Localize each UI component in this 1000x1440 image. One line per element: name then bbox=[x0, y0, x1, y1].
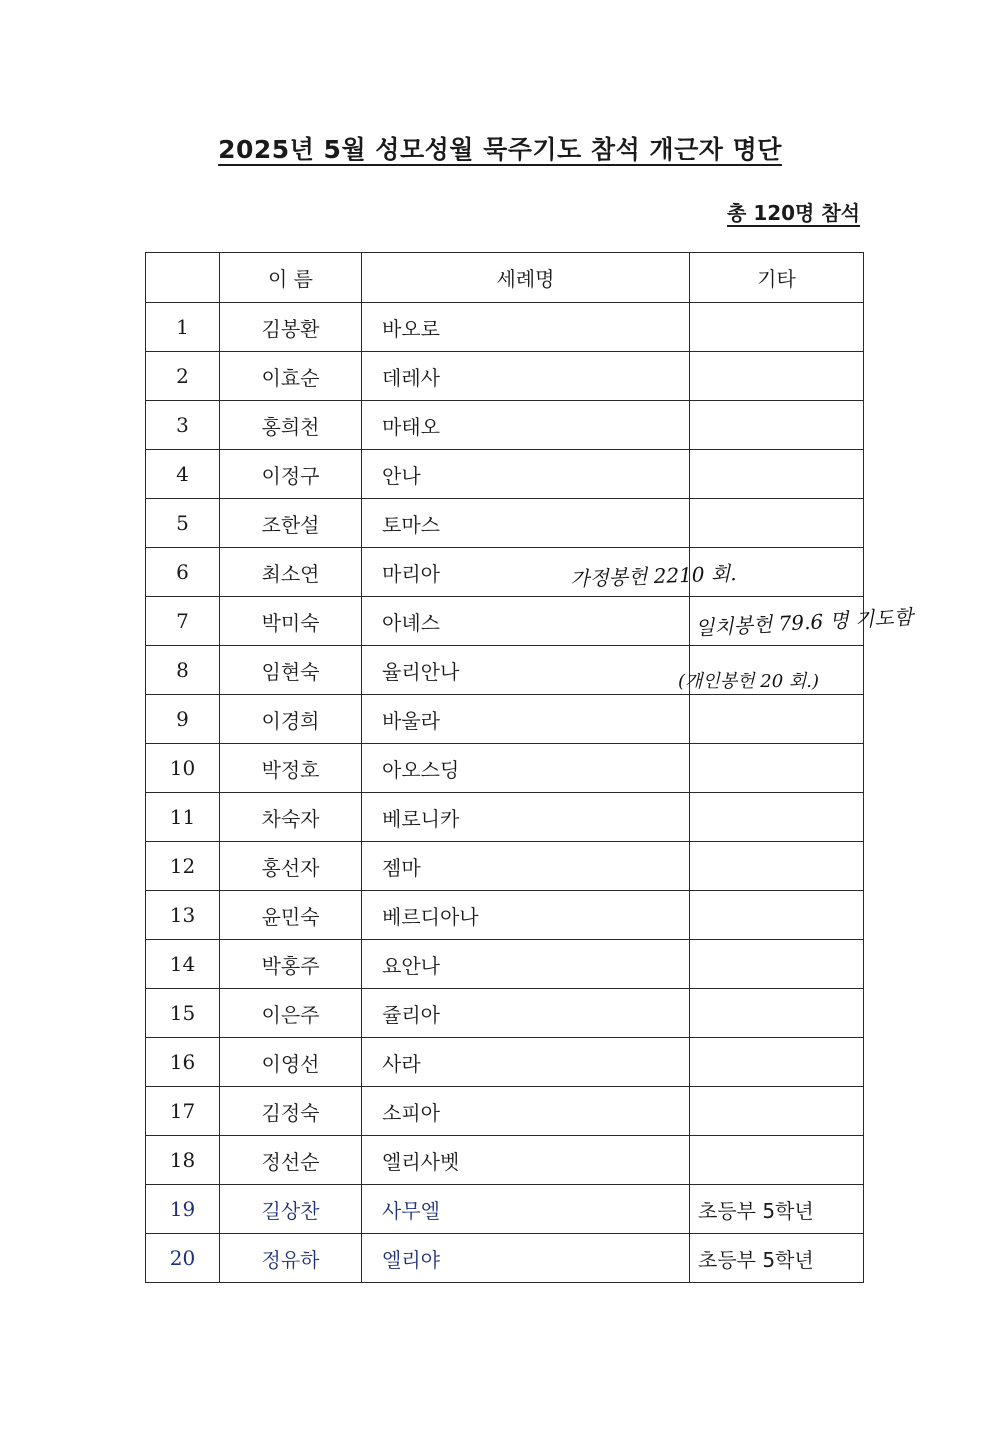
table-body bbox=[146, 303, 864, 1283]
row-name: 김봉환 bbox=[220, 303, 362, 352]
row-baptismal-name: 아녜스 bbox=[362, 597, 690, 646]
row-number: 3 bbox=[146, 401, 220, 450]
row-baptismal-name: 소피아 bbox=[362, 1087, 690, 1136]
table-header-row bbox=[146, 253, 864, 303]
row-number: 7 bbox=[146, 597, 220, 646]
row-baptismal-name: 쥴리아 bbox=[362, 989, 690, 1038]
row-note bbox=[690, 352, 864, 401]
row-name: 홍선자 bbox=[220, 842, 362, 891]
row-number: 10 bbox=[146, 744, 220, 793]
table-row bbox=[146, 842, 864, 891]
table-row bbox=[146, 352, 864, 401]
row-number: 6 bbox=[146, 548, 220, 597]
row-note bbox=[690, 1038, 864, 1087]
row-note bbox=[690, 940, 864, 989]
row-baptismal-name: 토마스 bbox=[362, 499, 690, 548]
row-number: 11 bbox=[146, 793, 220, 842]
table-row bbox=[146, 695, 864, 744]
row-baptismal-name: 안나 bbox=[362, 450, 690, 499]
row-note bbox=[690, 842, 864, 891]
attendance-table bbox=[145, 252, 864, 1283]
table-row bbox=[146, 1038, 864, 1087]
row-baptismal-name: 사무엘 bbox=[362, 1185, 690, 1234]
row-number: 2 bbox=[146, 352, 220, 401]
table-row bbox=[146, 891, 864, 940]
table-row bbox=[146, 303, 864, 352]
table-row bbox=[146, 1234, 864, 1283]
page-title bbox=[0, 130, 1000, 166]
row-note bbox=[690, 744, 864, 793]
row-baptismal-name: 아오스딩 bbox=[362, 744, 690, 793]
row-note bbox=[690, 303, 864, 352]
table-row bbox=[146, 1087, 864, 1136]
table-row bbox=[146, 499, 864, 548]
row-number: 12 bbox=[146, 842, 220, 891]
row-note bbox=[690, 450, 864, 499]
row-name: 홍희천 bbox=[220, 401, 362, 450]
row-number: 19 bbox=[146, 1185, 220, 1234]
row-number: 15 bbox=[146, 989, 220, 1038]
row-name: 이경희 bbox=[220, 695, 362, 744]
row-name: 차숙자 bbox=[220, 793, 362, 842]
row-baptismal-name: 바울라 bbox=[362, 695, 690, 744]
table-row bbox=[146, 793, 864, 842]
row-baptismal-name: 젬마 bbox=[362, 842, 690, 891]
row-baptismal-name: 마리아 bbox=[362, 548, 690, 597]
table-row bbox=[146, 744, 864, 793]
row-number: 8 bbox=[146, 646, 220, 695]
row-note bbox=[690, 793, 864, 842]
header-notes: 기타 bbox=[690, 253, 864, 303]
row-name: 박홍주 bbox=[220, 940, 362, 989]
row-number: 9 bbox=[146, 695, 220, 744]
row-number: 17 bbox=[146, 1087, 220, 1136]
table-row bbox=[146, 1136, 864, 1185]
row-number: 16 bbox=[146, 1038, 220, 1087]
attendance-total: 총 120명 참석 bbox=[727, 201, 860, 225]
row-note bbox=[690, 499, 864, 548]
row-number: 5 bbox=[146, 499, 220, 548]
row-note bbox=[690, 1087, 864, 1136]
header-baptismal-name: 세례명 bbox=[362, 253, 690, 303]
row-number: 14 bbox=[146, 940, 220, 989]
row-name: 임현숙 bbox=[220, 646, 362, 695]
row-name: 박정호 bbox=[220, 744, 362, 793]
handwritten-note: (개인봉헌 20 회.) bbox=[678, 671, 820, 692]
handwritten-note: 일치봉헌 79.6 명 기도함 bbox=[694, 604, 914, 640]
row-name: 김정숙 bbox=[220, 1087, 362, 1136]
row-name: 정선순 bbox=[220, 1136, 362, 1185]
row-note bbox=[690, 401, 864, 450]
row-note bbox=[690, 891, 864, 940]
row-note bbox=[690, 695, 864, 744]
row-baptismal-name: 사라 bbox=[362, 1038, 690, 1087]
row-baptismal-name: 베로니카 bbox=[362, 793, 690, 842]
row-note bbox=[690, 989, 864, 1038]
row-number: 13 bbox=[146, 891, 220, 940]
page-title-text: 2025년 5월 성모성월 묵주기도 참석 개근자 명단 bbox=[218, 135, 782, 164]
row-name: 길상찬 bbox=[220, 1185, 362, 1234]
row-note: 초등부 5학년 bbox=[690, 1185, 864, 1234]
row-name: 윤민숙 bbox=[220, 891, 362, 940]
row-baptismal-name: 바오로 bbox=[362, 303, 690, 352]
table-row bbox=[146, 450, 864, 499]
table-row bbox=[146, 401, 864, 450]
handwritten-note: 가정봉헌 2210 회. bbox=[569, 561, 737, 591]
row-name: 정유하 bbox=[220, 1234, 362, 1283]
row-note bbox=[690, 1136, 864, 1185]
row-number: 20 bbox=[146, 1234, 220, 1283]
row-baptismal-name: 마태오 bbox=[362, 401, 690, 450]
row-baptismal-name: 베르디아나 bbox=[362, 891, 690, 940]
header-name: 이 름 bbox=[220, 253, 362, 303]
row-name: 이효순 bbox=[220, 352, 362, 401]
header-number bbox=[146, 253, 220, 303]
table-row bbox=[146, 940, 864, 989]
row-name: 최소연 bbox=[220, 548, 362, 597]
row-name: 조한설 bbox=[220, 499, 362, 548]
row-note: 초등부 5학년 bbox=[690, 1234, 864, 1283]
row-name: 이영선 bbox=[220, 1038, 362, 1087]
row-name: 이정구 bbox=[220, 450, 362, 499]
row-baptismal-name: 엘리야 bbox=[362, 1234, 690, 1283]
row-baptismal-name: 데레사 bbox=[362, 352, 690, 401]
row-number: 1 bbox=[146, 303, 220, 352]
row-baptismal-name: 엘리사벳 bbox=[362, 1136, 690, 1185]
row-baptismal-name: 율리안나 bbox=[362, 646, 690, 695]
row-name: 이은주 bbox=[220, 989, 362, 1038]
row-number: 4 bbox=[146, 450, 220, 499]
table-row bbox=[146, 548, 864, 597]
row-baptismal-name: 요안나 bbox=[362, 940, 690, 989]
table-row bbox=[146, 989, 864, 1038]
row-number: 18 bbox=[146, 1136, 220, 1185]
row-name: 박미숙 bbox=[220, 597, 362, 646]
table-row bbox=[146, 1185, 864, 1234]
